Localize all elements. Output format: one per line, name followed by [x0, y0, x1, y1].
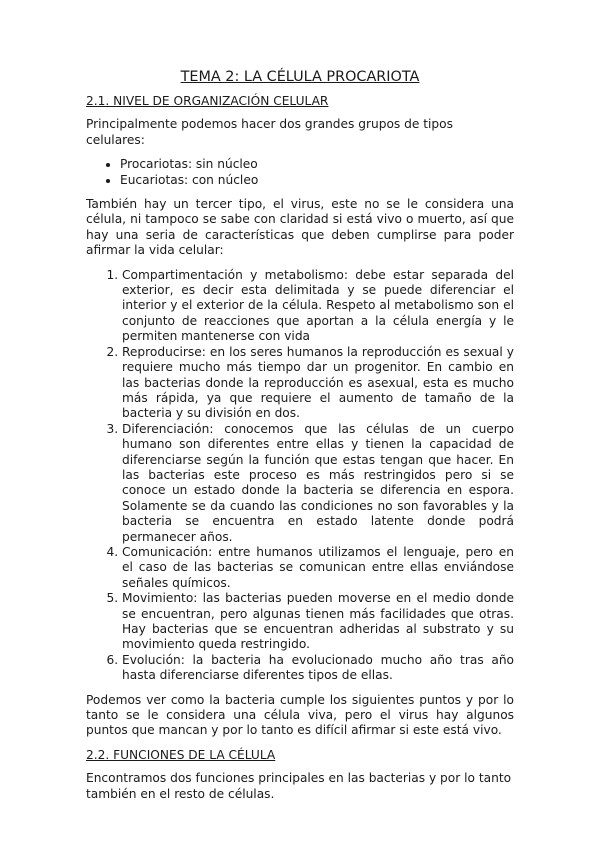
list-item: 5. Movimiento: las bacterias pueden moverse en el medio donde se encuentran, pero algunas tienen más facilidades que otras. Hay bacterias que se encuentran adheridas al substrato y su movimiento queda restringido. [122, 591, 514, 653]
virus-paragraph: También hay un tercer tipo, el virus, este no se le considera una célula, ni tampoco se sabe con claridad si está vivo o muerto, así que hay una seria de características que deben cumplirse para poder afirmar la vida celular: [86, 197, 514, 258]
intro-paragraph: Principalmente podemos hacer dos grandes grupos de tipos celulares: [86, 117, 453, 147]
list-item: • Procariotas: sin núcleo [120, 157, 514, 172]
document-page [86, 68, 514, 811]
characteristics-list [86, 268, 514, 684]
functions-paragraph: Encontramos dos funciones principales en las bacterias y por lo tanto también en el resto de células. [86, 771, 512, 801]
list-item: 3. Diferenciación: conocemos que las células de un cuerpo humano son diferentes entre ellas y tienen la capacidad de diferenciarse según la función que estas tengan que hacer. En las bacterias este proceso es más restringidos pero si se conoce un estado donde la bacteria se diferencia en espora. Solamente se da cuando las condiciones no son favorables y la bacteria se encuentra en estado latente donde podrá permanecer años. [122, 422, 514, 545]
section-heading-funciones: 2.2. FUNCIONES DE LA CÉLULA [86, 747, 276, 762]
list-item: 6. Evolución: la bacteria ha evolucionado mucho año tras año hasta diferenciarse diferentes tipos de ellas. [122, 653, 514, 684]
list-item: 2. Reproducirse: en los seres humanos la reproducción es sexual y requiere mucho más tiempo dar un progenitor. En cambio en las bacterias donde la reproducción es asexual, esta es mucho más rápida, ya que requiere el aumento de tamaño de la bacteria y su división en dos. [122, 345, 514, 422]
list-item: • Eucariotas: con núcleo [120, 173, 514, 188]
cell-types-list [86, 157, 514, 188]
section-heading-organizacion: 2.1. NIVEL DE ORGANIZACIÓN CELULAR [86, 94, 329, 108]
document-title: TEMA 2: LA CÉLULA PROCARIOTA [180, 69, 420, 85]
list-item: 4. Comunicación: entre humanos utilizamos el lenguaje, pero en el caso de las bacterias se comunican entre ellas enviándose señales químicos. [122, 545, 514, 591]
conclusion-paragraph: Podemos ver como la bacteria cumple los siguientes puntos y por lo tanto se le considera una célula viva, pero el virus hay algunos puntos que mancan y por lo tanto es difícil afirmar si este está vivo. [86, 692, 514, 738]
list-item: 1. Compartimentación y metabolismo: debe estar separada del exterior, es decir esta delimitada y se puede diferenciar el interior y el exterior de la célula. Respeto al metabolismo son el conjunto de reacciones que aportan a la célula energía y le permiten mantenerse con vida [122, 268, 514, 345]
